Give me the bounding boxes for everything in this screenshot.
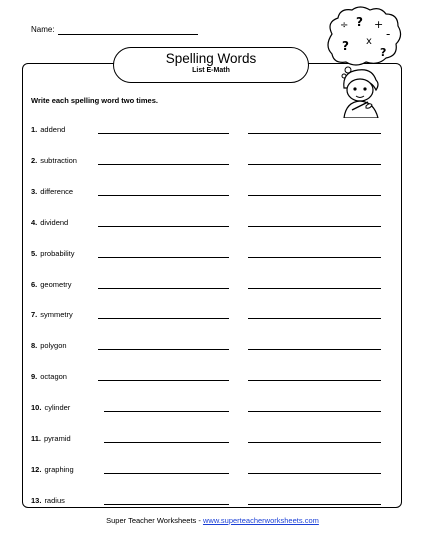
- spelling-word: cylinder: [44, 403, 71, 413]
- word-row: [31, 249, 391, 263]
- instructions-text: Write each spelling word two times.: [31, 96, 158, 105]
- word-label: [31, 496, 65, 505]
- word-number: 12.: [31, 464, 42, 474]
- word-number: 4.: [31, 217, 38, 227]
- spelling-word: addend: [40, 125, 66, 134]
- word-row: [31, 310, 391, 324]
- write-line-first[interactable]: [104, 411, 229, 412]
- clipart-symbol: ?: [342, 39, 349, 53]
- word-row: [31, 496, 391, 510]
- write-line-first[interactable]: [98, 195, 229, 196]
- word-label: [31, 156, 77, 165]
- footer-link[interactable]: www.superteacherworksheets.com: [202, 516, 319, 525]
- spelling-word: polygon: [40, 341, 67, 351]
- write-line-first[interactable]: [104, 442, 229, 443]
- clipart-symbol: ?: [356, 15, 363, 29]
- footer-prefix: Super Teacher Worksheets -: [106, 516, 203, 525]
- write-line-second[interactable]: [248, 380, 381, 381]
- clipart-symbol: +: [374, 18, 384, 31]
- word-label: [31, 403, 70, 412]
- write-line-first[interactable]: [98, 257, 229, 258]
- word-number: 3.: [31, 186, 38, 196]
- word-number: 8.: [31, 341, 38, 351]
- write-line-first[interactable]: [104, 473, 229, 474]
- write-line-second[interactable]: [248, 257, 381, 258]
- name-label: Name:: [31, 25, 55, 34]
- title-banner: [113, 47, 309, 83]
- write-line-second[interactable]: [248, 133, 381, 134]
- spelling-word: dividend: [40, 217, 69, 227]
- write-line-first[interactable]: [98, 133, 229, 134]
- word-label: [31, 434, 71, 443]
- word-number: 11.: [31, 434, 42, 443]
- footer: [0, 516, 425, 525]
- write-line-first[interactable]: [98, 164, 229, 165]
- clipart-symbol: -: [386, 27, 391, 41]
- spelling-word: pyramid: [44, 434, 71, 443]
- word-row: [31, 403, 391, 417]
- spelling-word: octagon: [40, 372, 67, 382]
- write-line-first[interactable]: [98, 226, 229, 227]
- spelling-word: subtraction: [40, 155, 77, 165]
- word-number: 1.: [31, 125, 38, 134]
- word-number: 13.: [31, 495, 42, 505]
- spelling-word: radius: [44, 495, 65, 505]
- write-line-second[interactable]: [248, 226, 381, 227]
- list-subtitle: List E-Math: [192, 67, 230, 74]
- word-number: 2.: [31, 155, 38, 165]
- word-number: 6.: [31, 279, 38, 289]
- write-line-second[interactable]: [248, 195, 381, 196]
- write-line-second[interactable]: [248, 473, 381, 474]
- spelling-word: probability: [40, 248, 75, 258]
- clipart-symbol: ÷: [340, 20, 349, 31]
- word-row: [31, 372, 391, 386]
- spelling-word: geometry: [40, 279, 72, 289]
- word-row: [31, 218, 391, 232]
- write-line-second[interactable]: [248, 318, 381, 319]
- spelling-word: symmetry: [40, 310, 73, 320]
- word-row: [31, 434, 391, 448]
- word-label: [31, 372, 67, 381]
- student-body: [344, 101, 378, 118]
- word-label: [31, 187, 73, 196]
- word-label: [31, 310, 73, 319]
- write-line-second[interactable]: [248, 164, 381, 165]
- word-number: 10.: [31, 403, 42, 413]
- word-label: [31, 465, 74, 474]
- word-row: [31, 156, 391, 170]
- write-line-second[interactable]: [248, 504, 381, 505]
- clipart-symbol: ?: [380, 46, 387, 59]
- word-label: [31, 125, 65, 134]
- math-student-clipart-icon: [322, 6, 404, 118]
- write-line-first[interactable]: [98, 318, 229, 319]
- word-number: 7.: [31, 310, 38, 320]
- write-line-first[interactable]: [104, 504, 229, 505]
- write-line-second[interactable]: [248, 349, 381, 350]
- word-label: [31, 280, 72, 289]
- write-line-second[interactable]: [248, 288, 381, 289]
- word-number: 9.: [31, 372, 38, 382]
- write-line-second[interactable]: [248, 442, 381, 443]
- spelling-word: difference: [40, 186, 74, 196]
- write-line-second[interactable]: [248, 411, 381, 412]
- word-row: [31, 341, 391, 355]
- word-row: [31, 125, 391, 139]
- word-label: [31, 218, 68, 227]
- name-line[interactable]: [58, 34, 198, 35]
- write-line-first[interactable]: [98, 380, 229, 381]
- clipart-symbol: x: [366, 36, 372, 47]
- spelling-word: graphing: [44, 464, 74, 474]
- word-row: [31, 187, 391, 201]
- word-row: [31, 465, 391, 479]
- word-label: [31, 249, 74, 258]
- word-number: 5.: [31, 248, 38, 258]
- word-label: [31, 341, 67, 350]
- page-title: Spelling Words: [165, 51, 257, 66]
- write-line-first[interactable]: [98, 288, 229, 289]
- word-row: [31, 280, 391, 294]
- write-line-first[interactable]: [98, 349, 229, 350]
